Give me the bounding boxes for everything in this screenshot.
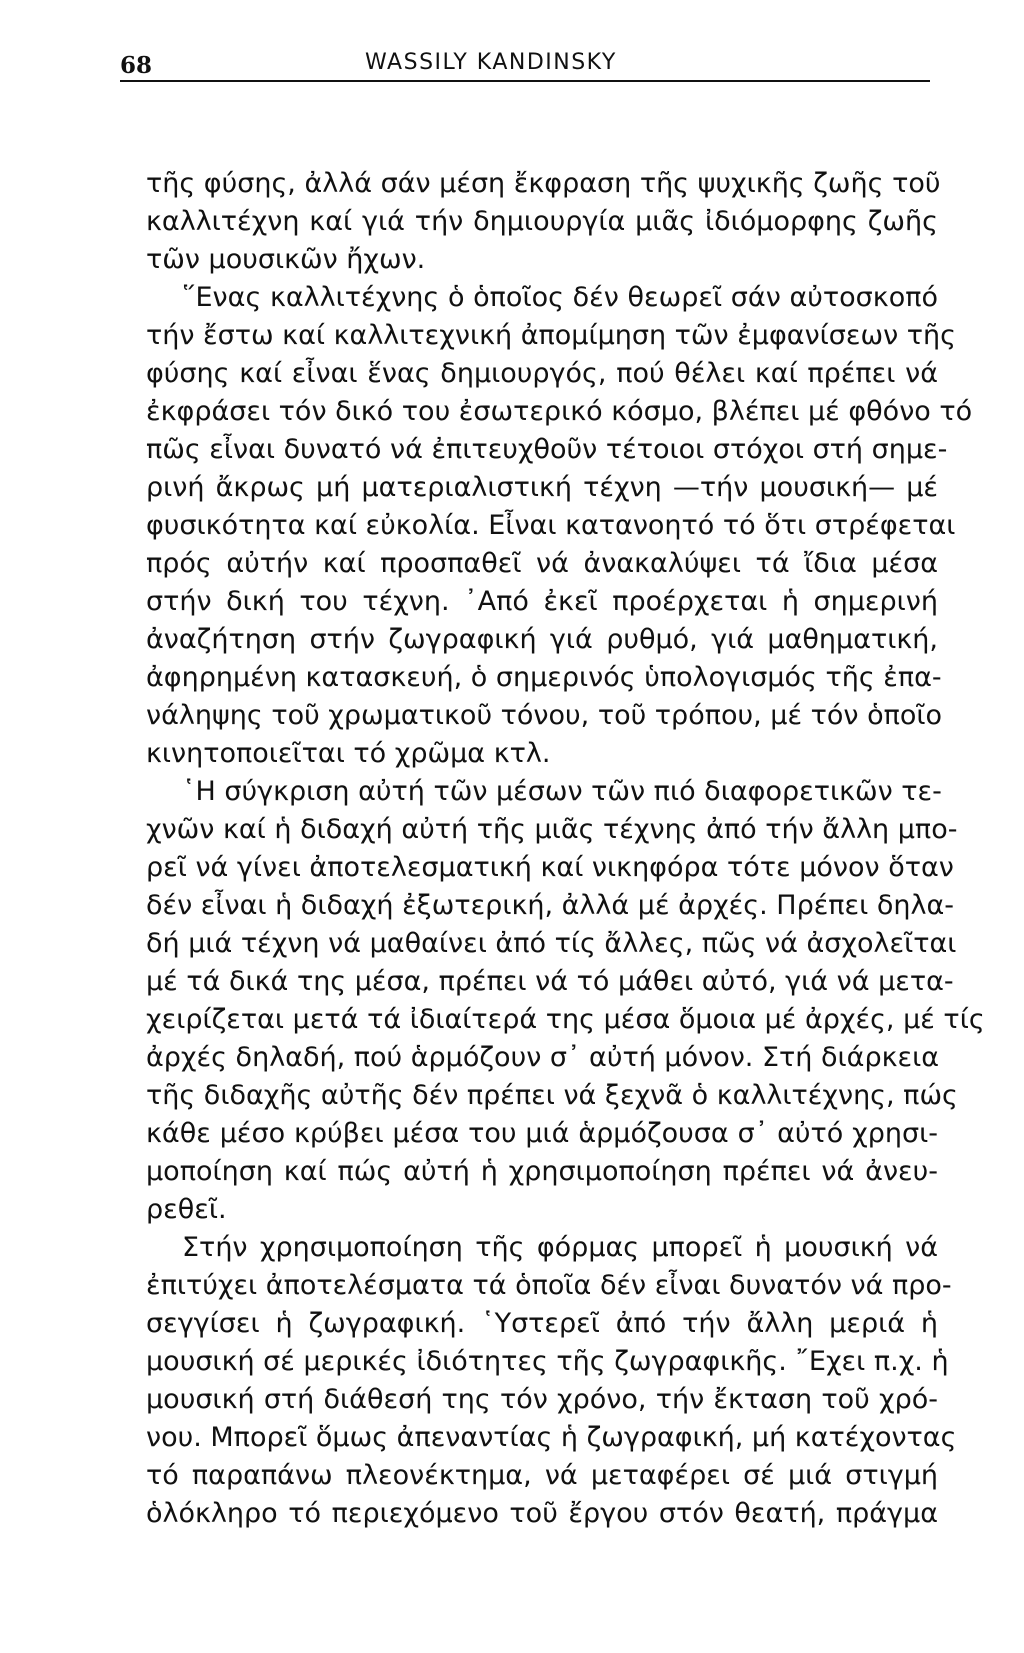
text-line: δέν εἶναι ἡ διδαχή ἐξωτερική, ἀλλά μέ ἀρχές. Πρέπει δηλα- <box>146 890 955 921</box>
text-line: πρός αὐτήν καί προσπαθεῖ νά ἀνακαλύψει τά ἴδια μέσα <box>146 548 938 579</box>
text-line: χειρίζεται μετά τά ἰδιαίτερά της μέσα ὅμοια μέ ἀρχές, μέ τίς <box>146 1004 985 1035</box>
text-line: τῆς φύσης, ἀλλά σάν μέση ἔκφραση τῆς ψυχικῆς ζωῆς τοῦ <box>146 168 941 199</box>
text-line: ρινή ἄκρως μή ματεριαλιστική τέχνη —τήν μουσική— μέ <box>146 472 938 503</box>
page-number: 68 <box>120 52 153 79</box>
text-line: μέ τά δικά της μέσα, πρέπει νά τό μάθει αὐτό, γιά νά μετα- <box>146 966 954 997</box>
text-line: φυσικότητα καί εὐκολία. Εἶναι κατανοητό τό ὅτι στρέφεται <box>146 510 956 541</box>
text-line: κάθε μέσο κρύβει μέσα του μιά ἁρμόζουσα σ᾿ αὐτό χρησι- <box>146 1118 938 1149</box>
text-line: τήν ἔστω καί καλλιτεχνική ἀπομίμηση τῶν ἐμφανίσεων τῆς <box>146 320 956 351</box>
text-line: καλλιτέχνη καί γιά τήν δημιουργία μιᾶς ἰδιόμορφης ζωῆς <box>146 206 938 237</box>
text-line: τό παραπάνω πλεονέκτημα, νά μεταφέρει σέ μιά στιγμή <box>146 1460 938 1491</box>
text-line: μοποίηση καί πώς αὐτή ἡ χρησιμοποίηση πρέπει νά ἀνευ- <box>146 1156 938 1187</box>
text-line: τῆς διδαχῆς αὐτῆς δέν πρέπει νά ξεχνᾶ ὁ καλλιτέχνης, πώς <box>146 1080 958 1111</box>
text-line: στήν δική του τέχνη. ᾿Από ἐκεῖ προέρχεται ἡ σημερινή <box>146 586 938 617</box>
text-line: Στήν χρησιμοποίηση τῆς φόρμας μπορεῖ ἡ μουσική νά <box>182 1232 938 1263</box>
text-line: φύσης καί εἶναι ἕνας δημιουργός, πού θέλει καί πρέπει νά <box>146 358 938 389</box>
text-line: ρεῖ νά γίνει ἀποτελεσματική καί νικηφόρα τότε μόνον ὅταν <box>146 852 954 883</box>
text-line: νάληψης τοῦ χρωματικοῦ τόνου, τοῦ τρόπου, μέ τόν ὁποῖο <box>146 700 943 731</box>
body-text <box>146 165 985 1533</box>
text-line: τῶν μουσικῶν ἤχων. <box>146 244 426 275</box>
text-line: ἀρχές δηλαδή, πού ἁρμόζουν σ᾿ αὐτή μόνον. Στή διάρκεια <box>146 1042 940 1073</box>
text-line: σεγγίσει ἡ ζωγραφική. ῾Υστερεῖ ἀπό τήν ἄλλη μεριά ἡ <box>146 1308 938 1339</box>
page-header <box>120 50 930 90</box>
text-line: ἐκφράσει τόν δικό του ἐσωτερικό κόσμο, βλέπει μέ φθόνο τό <box>146 396 973 427</box>
text-line: ἀφηρημένη κατασκευή, ὁ σημερινός ὑπολογισμός τῆς ἐπα- <box>146 662 942 693</box>
text-line: ἐπιτύχει ἀποτελέσματα τά ὁποῖα δέν εἶναι δυνατόν νά προ- <box>146 1270 952 1301</box>
text-line: νου. Μπορεῖ ὅμως ἀπεναντίας ἡ ζωγραφική, μή κατέχοντας <box>146 1422 957 1453</box>
text-line: χνῶν καί ἡ διδαχή αὐτή τῆς μιᾶς τέχνης ἀπό τήν ἄλλη μπο- <box>146 814 958 845</box>
text-line: πῶς εἶναι δυνατό νά ἐπιτευχθοῦν τέτοιοι στόχοι στή σημε- <box>146 434 948 465</box>
running-head: WASSILY KANDINSKY <box>365 50 617 75</box>
text-line: ρεθεῖ. <box>146 1194 227 1225</box>
text-line: ὁλόκληρο τό περιεχόμενο τοῦ ἔργου στόν θεατή, πράγμα <box>146 1498 938 1529</box>
text-line: ἀναζήτηση στήν ζωγραφική γιά ρυθμό, γιά μαθηματική, <box>146 624 938 655</box>
text-line: δή μιά τέχνη νά μαθαίνει ἀπό τίς ἄλλες, πῶς νά ἀσχολεῖται <box>146 928 957 959</box>
text-line: μουσική σέ μερικές ἰδιότητες τῆς ζωγραφικῆς. ῎Εχει π.χ. ἡ <box>146 1346 949 1377</box>
text-line: ῞Ενας καλλιτέχνης ὁ ὁποῖος δέν θεωρεῖ σάν αὐτοσκοπό <box>182 282 938 313</box>
text-line: ῾Η σύγκριση αὐτή τῶν μέσων τῶν πιό διαφορετικῶν τε- <box>182 776 942 807</box>
text-line: μουσική στή διάθεσή της τόν χρόνο, τήν ἔκταση τοῦ χρό- <box>146 1384 938 1415</box>
header-rule <box>120 80 930 82</box>
text-line: κινητοποιεῖται τό χρῶμα κτλ. <box>146 738 551 769</box>
